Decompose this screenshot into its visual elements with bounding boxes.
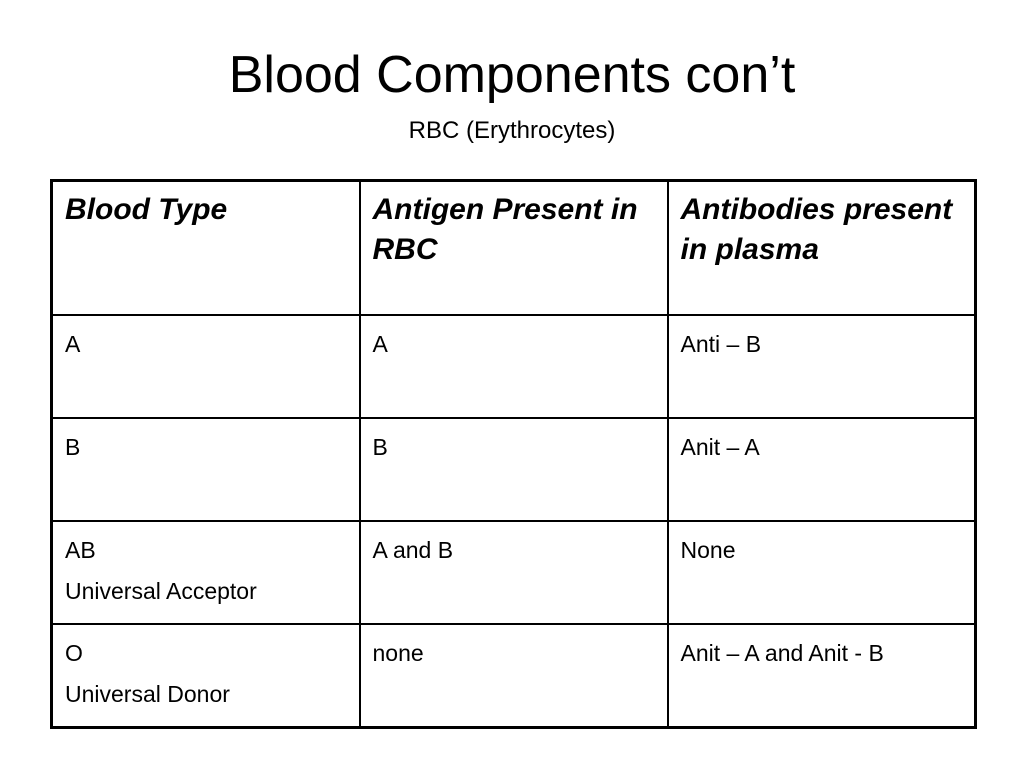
header-blood-type: Blood Type bbox=[52, 181, 360, 316]
cell-blood-type bbox=[52, 521, 360, 624]
cell-antigen: A and B bbox=[360, 521, 668, 624]
cell-antibodies: None bbox=[668, 521, 976, 624]
header-antigen: Antigen Present in RBC bbox=[360, 181, 668, 316]
blood-type-label: B bbox=[65, 434, 81, 460]
slide-subtitle: RBC (Erythrocytes) bbox=[408, 117, 616, 144]
cell-antibodies: Anit – A bbox=[668, 418, 976, 521]
blood-type-label: O bbox=[65, 640, 83, 666]
blood-type-note: Universal Acceptor bbox=[65, 578, 257, 604]
cell-antigen: none bbox=[360, 624, 668, 728]
cell-antigen: B bbox=[360, 418, 668, 521]
table-row bbox=[52, 418, 976, 521]
table-row bbox=[52, 521, 976, 624]
cell-antibodies: Anti – B bbox=[668, 315, 976, 418]
table-row bbox=[52, 315, 976, 418]
blood-type-note: Universal Donor bbox=[65, 681, 230, 707]
slide-title: Blood Components con’t bbox=[228, 46, 796, 104]
table-row bbox=[52, 624, 976, 728]
blood-type-label: AB bbox=[65, 537, 96, 563]
blood-type-table bbox=[50, 179, 977, 729]
table-header-row bbox=[52, 181, 976, 316]
cell-antigen: A bbox=[360, 315, 668, 418]
header-antibodies: Antibodies present in plasma bbox=[668, 181, 976, 316]
cell-blood-type bbox=[52, 624, 360, 728]
cell-blood-type bbox=[52, 418, 360, 521]
blood-type-label: A bbox=[65, 331, 81, 357]
cell-blood-type bbox=[52, 315, 360, 418]
cell-antibodies: Anit – A and Anit - B bbox=[668, 624, 976, 728]
